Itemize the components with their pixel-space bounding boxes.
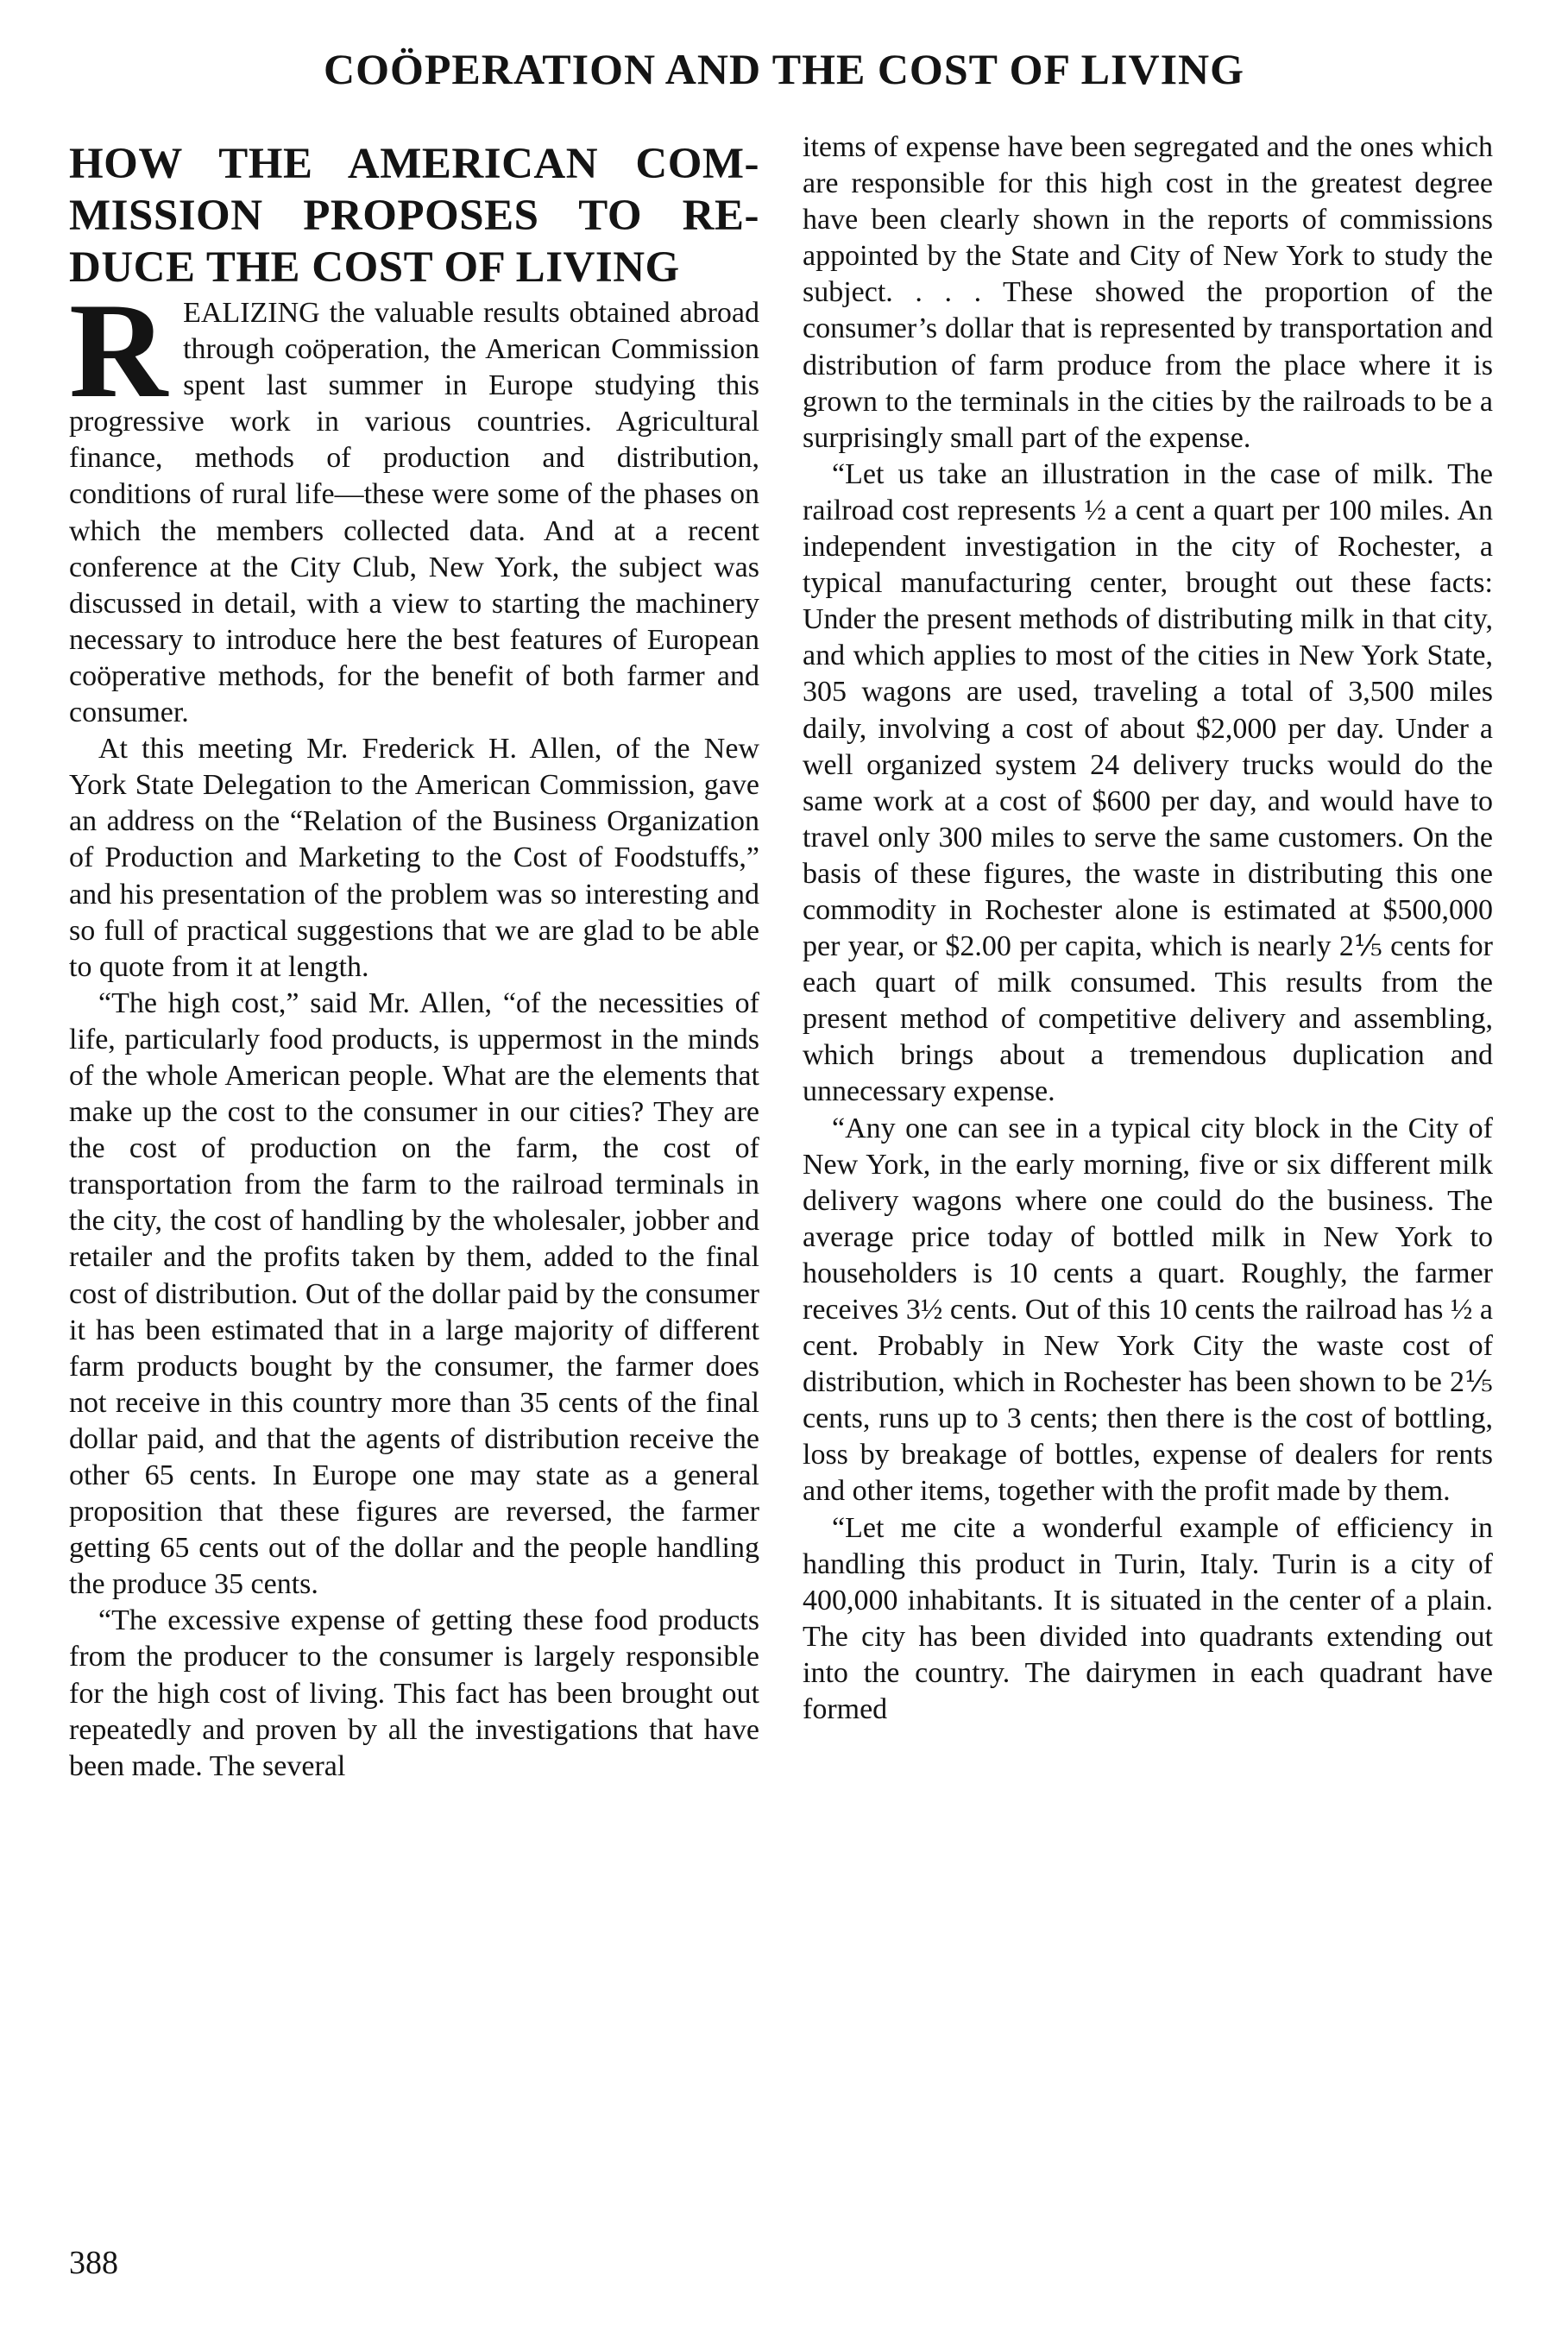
paragraph: “The excessive expense of getting these food products from the producer to the consumer is largely responsible for the high cost of living. This fact has been brought out repeatedly and proven by all the investigations that have been made. The several (69, 1604, 759, 1782)
paragraph-text: EALIZING the valuable results obtained abroad through coöperation, the American Commission spent last summer in Europe studying this progressive work in various countries. Agricultural finance, methods of production and distribution, conditions of rural life—these were some of the phases on which the members collected data. And at a recent conference at the City Club, New York, the subject was discussed in detail, with a view to starting the machinery necessary to introduce here the best features of European coöperative methods, for the benefit of both farmer and consumer. (69, 297, 759, 729)
page-number: 388 (69, 2245, 118, 2281)
left-column (69, 129, 759, 2235)
paragraph: “Let us take an illustration in the case of milk. The railroad cost represents ½ a cent a quart per 100 miles. An independent investigation in the city of Rochester, a typical manufacturing center, brought out these facts: Under the present methods of distributing milk in that city, and which applies to most of the cities in New York State, 305 wagons are used, traveling a total of 3,500 miles daily, involving a cost of about $2,000 per day. Under a well organized system 24 delivery trucks would do the same work at a cost of $600 per day, and would have to travel only 300 miles to serve the same customers. On the basis of these figures, the waste in distributing this one commodity in Rochester alone is estimated at $500,000 per year, or $2.00 per capita, which is nearly 2⅕ cents for each quart of milk consumed. This results from the present method of competitive delivery and assembling, which brings about a tremendous duplication and unnecessary expense. (803, 457, 1493, 1108)
headline-line: MISSION PROPOSES TO RE- (69, 192, 759, 240)
paragraph: “Let me cite a wonderful example of efficiency in handling this product in Turin, Italy. Turin is a city of 400,000 inhabitants. It is situated in the center of a plain. The city has been divided into quadrants extending out into the country. The dairymen in each quadrant have formed (803, 1511, 1493, 1726)
headline-line: DUCE THE COST OF LIVING (69, 243, 680, 292)
article-headline (69, 138, 759, 293)
paragraph: “The high cost,” said Mr. Allen, “of the necessities of life, particularly food products, is uppermost in the minds of the whole American people. What are the elements that make up the cost to the consumer in our cities? They are the cost of production on the farm, the cost of transportation from the farm to the railroad terminals in the city, the cost of handling by the wholesaler, jobber and retailer and the profits taken by them, added to the final cost of distribution. Out of the dollar paid by the consumer it has been estimated that in a large majority of different farm products bought by the consumer, the farmer does not receive in this country more than 35 cents of the final dollar paid, and that the agents of distribution receive the other 65 cents. In Europe one may state as a general proposition that these figures are reversed, the farmer getting 65 cents out of the dollar and the people handling the produce 35 cents. (69, 986, 759, 1601)
running-head: COÖPERATION AND THE COST OF LIVING (323, 45, 1245, 93)
headline-line: HOW THE AMERICAN COM- (69, 140, 759, 188)
paragraph: items of expense have been segregated and the ones which are responsible for this high cost in the greatest degree have been clearly shown in the reports of commissions appointed by the State and City of New York to study the subject. . . . These showed the proportion of the consumer’s dollar that is represented by transportation and distribution of farm produce from the place where it is grown to the terminals in the cities by the railroads to be a surprisingly small part of the expense. (803, 131, 1493, 454)
paragraph (69, 275, 759, 731)
right-column (803, 129, 1493, 2235)
drop-cap: R (69, 275, 168, 426)
paragraph: “Any one can see in a typical city block in the City of New York, in the early morning, five or six different milk delivery wagons where one could do the business. The average price today of bottled milk in New York to householders is 10 cents a quart. Roughly, the farmer receives 3½ cents. Out of this 10 cents the railroad has ½ a cent. Probably in New York City the waste cost of distribution, which in Rochester has been shown to be 2⅕ cents, runs up to 3 cents; then there is the cost of bottling, loss by breakage of bottles, expense of dealers for rents and other items, together with the profit made by them. (803, 1112, 1493, 1508)
paragraph: At this meeting Mr. Frederick H. Allen, of the New York State Delegation to the American Commission, gave an address on the “Relation of the Business Organization of Production and Marketing to the Cost of Foodstuffs,” and his presentation of the problem was so interesting and so full of practical suggestions that we are glad to be able to quote from it at length. (69, 733, 759, 983)
